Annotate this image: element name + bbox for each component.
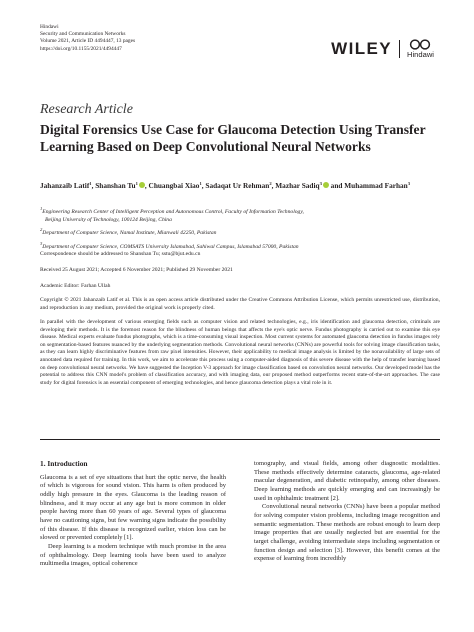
correspondence-line: Correspondence should be addressed to Shanshan Tu; sstu@bjut.edu.cn xyxy=(40,251,201,257)
hindawi-rings-icon xyxy=(407,39,433,50)
journal-doi-link[interactable]: https://doi.org/10.1155/2021/4494447 xyxy=(40,45,122,52)
journal-name: Hindawi xyxy=(40,24,59,30)
journal-info xyxy=(40,24,135,53)
author-separator: , xyxy=(91,181,96,190)
article-title: Digital Forensics Use Case for Glaucoma Detection Using Transfer Learning Based on Deep Convolutional Neural Networks xyxy=(40,122,426,154)
journal-series: Security and Communication Networks xyxy=(40,31,126,38)
publication-dates: Received 25 August 2021; Accepted 6 November 2021; Published 29 November 2021 xyxy=(40,267,233,273)
author-separator: , xyxy=(271,181,276,190)
hindawi-logo xyxy=(407,39,434,59)
article-type: Research Article xyxy=(40,102,133,117)
body-paragraph: Glaucoma is a set of eye situations that hurt the optic nerve, the health of which is vigorous for sound vision. This harm is often produced by oddly high pressure in the eyes. Glaucoma is the leading reason of blindness, and it may occur at any age but is more common in older people having more than 60 years of age. Several types of glaucoma have no cautioning signs, but few warning signs indicate the possibility of this disease. If this disease is recognized earlier, vision loss can be slowed or prevented completely [1]. xyxy=(40,473,226,542)
author-separator: , xyxy=(144,181,149,190)
abstract-text: In parallel with the development of various emerging fields such as computer vision and related technologies, e.g., iris identification and glaucoma detection, criminals are developing their methods. It is the foremost reason for the blindness of human beings that affects the eye's optic nerve. Fundus photography is carried out to examine this eye disease. Medical experts evaluate fundus photographs, which is a time-consuming visual inspection. Most current systems for automated glaucoma detection in fundus images rely on segmentation-based features nuanced by the underlying segmentation methods. Convolutional neural networks (CNNs) are powerful tools for solving image classification tasks, as they can learn highly discriminative features from raw pixel intensities. However, their applicability to medical image analysis is limited by the nonavailability of large sets of annotated data required for training. In this work, we aim to accelerate this process using a computer-aided diagnosis of this severe disease with the help of transfer learning based on deep convolutional neural networks. We have suggested the Inception V-3 approach for image classification based on convolution neural networks. Our developed model has the potential to address this CNN model's problem of classification accuracy, and with imaging data, our proposed method outperforms recent state-of-the-art approaches. The case study for digital forensics is an essential component of emerging technologies, and hence glaucoma detection plays a vital role in it. xyxy=(40,319,440,386)
author-separator: , xyxy=(201,181,206,190)
author-name: Sadaqat Ur Rehman xyxy=(205,181,270,190)
logo-divider xyxy=(399,40,400,58)
author-list xyxy=(40,178,440,191)
author-name: Chuangbai Xiao xyxy=(148,181,200,190)
affiliation-2: $^2$Department of Computer Science, Namal Institute, Mianwali 42250, Pakistan xyxy=(40,227,217,237)
body-paragraph: Convolutional neural networks (CNNs) have been a popular method for solving computer vision problems, including image recognition and semantic segmentation. These methods are robust enough to learn deep image properties that are usually neglected but are essential for the target challenge, avoiding intermediate steps including segmentation or function design and selection [3]. However, this benefit comes at the expense of learning from incredibly xyxy=(254,503,440,563)
author-affiliation-number: 1 xyxy=(199,181,202,186)
author-affiliation-number: 1 xyxy=(89,181,92,186)
author-name: Jahanzaib Latif xyxy=(40,181,90,190)
journal-volume: Volume 2021, Article ID 4494447, 13 pages xyxy=(40,38,136,45)
author-entry xyxy=(205,181,275,190)
author-entry xyxy=(275,181,344,190)
body-column-right xyxy=(254,460,440,564)
affiliation-3: $^3$Department of Computer Science, COMSATS University Islamabad, Sahiwal Campus, Islamabad 57000, Pakistan xyxy=(40,240,299,250)
body-column-left xyxy=(40,460,226,569)
affiliations xyxy=(40,205,450,253)
author-entry xyxy=(149,181,206,190)
author-separator: and xyxy=(328,181,345,190)
author-affiliation-number: 3 xyxy=(319,181,322,186)
author-entry xyxy=(95,181,148,190)
academic-editor: Academic Editor: Farhan Ullah xyxy=(40,283,111,289)
abstract-divider xyxy=(40,439,440,440)
author-name: Mazhar Sadiq xyxy=(275,181,320,190)
author-affiliation-number: 1 xyxy=(135,181,138,186)
author-affiliation-number: 3 xyxy=(407,181,411,186)
body-paragraph: tomography, and visual fields, among other diagnostic modalities. These methods effectively determine cataracts, glaucoma, age-related macular degeneration, and diabetic retinopathy, among other diseases. Deep learning methods are quickly emerging and can increasingly be used in ophthalmic treatment [2]. xyxy=(254,460,440,502)
affiliation-1: $^1$Engineering Research Center of Intelligent Perception and Autonomous Control, Faculty of Information Technology, Beijing University of Technology, 100124 Beijing, China xyxy=(40,206,304,223)
author-entry xyxy=(344,181,410,190)
body-paragraph: Deep learning is a modern technique with much promise in the area of ophthalmology. Deep learning tools have been used to analyze multimedia images, optical coherence xyxy=(40,542,226,568)
author-entry xyxy=(40,181,95,190)
author-name: Muhammad Farhan xyxy=(344,181,408,190)
section-heading-introduction: 1. Introduction xyxy=(40,459,88,468)
publisher-logos xyxy=(331,38,434,60)
copyright-notice: Copyright © 2021 Jahanzaib Latif et al. This is an open access article distributed under the Creative Commons Attribution License, which permits unrestricted use, distribution, and reproduction in any medium, provided the original work is properly cited. xyxy=(40,297,440,311)
author-name: Shanshan Tu xyxy=(95,181,136,190)
author-affiliation-number: 2 xyxy=(269,181,272,186)
hindawi-wordmark: Hindawi xyxy=(406,50,434,59)
wiley-logo: WILEY xyxy=(331,39,392,58)
